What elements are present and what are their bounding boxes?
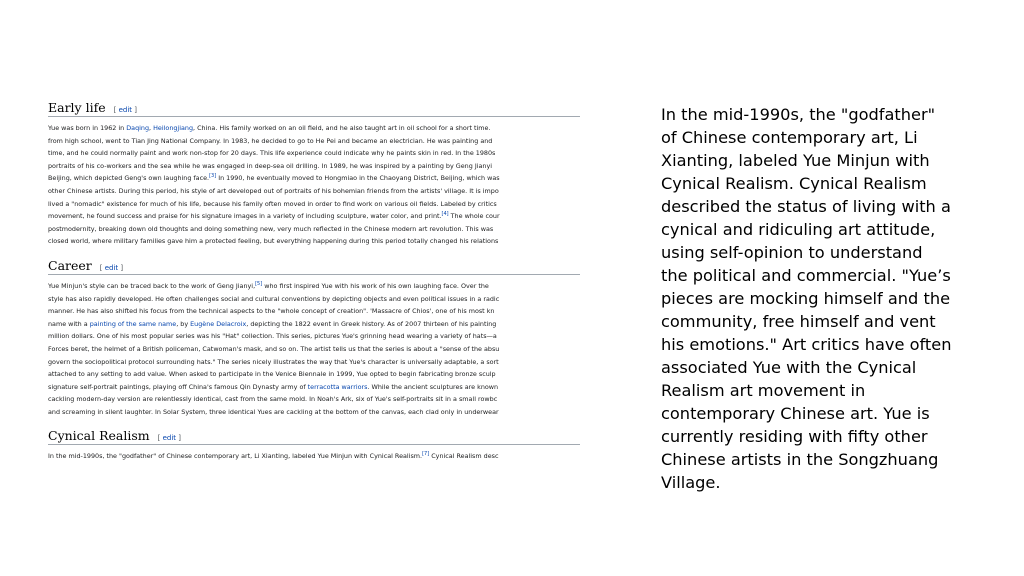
- section-title: Early life: [48, 100, 106, 115]
- paragraph-line: [48, 343, 580, 356]
- slide-text-line: described the status of living with a: [661, 197, 951, 216]
- text-run: In 1990, he eventually moved to Hongmiao in the Chaoyang District, Beijing, which was: [216, 174, 500, 183]
- text-run: , depicting the 1822 event in Greek history. As of 2007 thirteen of his painting: [246, 319, 497, 328]
- section-title: Cynical Realism: [48, 428, 150, 444]
- section-heading: [48, 258, 580, 275]
- slide-text-line: In the mid-1990s, the "godfather": [661, 105, 936, 124]
- paragraph-line: [48, 305, 580, 318]
- section-title: Career: [48, 257, 92, 273]
- slide-text-block: [661, 103, 1001, 494]
- paragraph-line: [48, 210, 580, 223]
- paragraph-line: [48, 280, 580, 293]
- section-heading: [48, 100, 580, 117]
- wiki-link[interactable]: Daqing: [126, 124, 150, 132]
- slide-text-line: currently residing with fifty other: [661, 427, 928, 446]
- text-run: , China. His family worked on an oil field, and he also taught art in oil school for a short time.: [193, 124, 491, 132]
- citation-link[interactable]: [5]: [255, 280, 263, 287]
- slide-text-line: Realism art movement in: [661, 381, 866, 400]
- section-early-life: [48, 100, 580, 248]
- slide-text-line: associated Yue with the Cynical: [661, 358, 917, 377]
- section-heading: [48, 428, 580, 445]
- slide-text-line: the political and commercial. "Yue’s: [661, 266, 951, 285]
- paragraph-line: [48, 172, 580, 185]
- text-run: manner. He has also shifted his focus from the technical aspects to the "whole concept of creation". 'Massacre of Chios', one of his most kn: [48, 307, 495, 316]
- slide-text-line: his emotions." Art critics have often: [661, 335, 952, 354]
- text-run: portraits of his co-workers and the sea while he was engaged in deep-sea oil drilling. In 1989, he was inspired by a painting by Geng Jianyi: [48, 161, 493, 170]
- slide-text-line: of Chinese contemporary art, Li: [661, 128, 918, 147]
- slide-text-line: Xianting, labeled Yue Minjun with: [661, 151, 930, 170]
- slide-text-line: cynical and ridiculing art attitude,: [661, 220, 936, 239]
- text-run: Yue was born in 1962 in: [48, 124, 127, 132]
- edit-link-text[interactable]: edit: [162, 434, 177, 443]
- text-run: style has also rapidly developed. He often challenges social and cultural conventions by depicting objects and even political issues in a radic: [48, 294, 500, 303]
- paragraph-line: [48, 293, 580, 306]
- text-run: Cynical Realism desc: [429, 452, 499, 461]
- text-run: other Chinese artists. During this period, his style of art developed out of portraits of his bohemian friends from the artists' village. It is impo: [48, 186, 499, 195]
- text-run: cackling modern-day version are relentlessly identical, cast from the same mold. In Noah's Ark, six of Yue's self-portraits sit in a small rowbc: [48, 395, 498, 404]
- text-run: Beijing, which depicted Geng's own laughing face.: [48, 174, 210, 183]
- text-run: closed world, where military families gave him a protected feeling, but everything happening during this period totally changed his relations: [48, 237, 499, 246]
- paragraph-line: [48, 198, 580, 211]
- text-run: movement, he found success and praise for his signature images in a variety of including sculpture, water color, and print.: [48, 212, 442, 221]
- text-run: , by: [176, 319, 191, 328]
- slide-text-line: Chinese artists in the Songzhuang: [661, 450, 939, 469]
- wiki-link[interactable]: Heilongjiang: [153, 124, 194, 132]
- slide-text-line: Cynical Realism. Cynical Realism: [661, 174, 927, 193]
- citation-link[interactable]: [7]: [422, 451, 430, 458]
- paragraph-line: [48, 135, 580, 148]
- slide-text-line: pieces are mocking himself and the: [661, 289, 951, 308]
- paragraph-line: [48, 318, 580, 331]
- text-run: lived a "nomadic" existence for much of his life, because his family often moved in order to find work on various oil fields. Labeled by critics: [48, 199, 497, 208]
- text-run: ,: [149, 124, 154, 132]
- text-run: Yue Minjun's style can be traced back to the work of Geng Jianyi,: [48, 281, 256, 290]
- section-cynical-realism: [48, 428, 580, 463]
- wiki-link[interactable]: terracotta warriors: [307, 382, 368, 391]
- citation-link[interactable]: [4]: [441, 211, 449, 218]
- wiki-link[interactable]: Eugène Delacroix: [190, 319, 247, 328]
- text-run: from high school, went to Tian Jing National Company. In 1983, he decided to go to He Pei and became an electrician. He was painting and: [48, 136, 493, 145]
- text-run: postmodernity, breaking down old thoughts and doing something new, very much reflected in the Chinese modern art revolution. This was: [48, 224, 494, 233]
- text-run: Forces beret, the helmet of a British policeman, Catwoman's mask, and so on. The artist tells us that the series is about a "sense of the absu: [48, 344, 500, 353]
- paragraph-line: [48, 330, 580, 343]
- paragraph-line: [48, 381, 580, 394]
- slide-text-line: community, free himself and vent: [661, 312, 936, 331]
- paragraph-line: [48, 235, 580, 248]
- edit-link: [ edit ]: [99, 263, 124, 272]
- paragraph-line: [48, 147, 580, 160]
- text-run: The whole cour: [448, 212, 500, 221]
- slide-text-line: using self-opinion to understand: [661, 243, 923, 262]
- paragraph-line: [48, 223, 580, 236]
- text-run: attached to any setting to add value. When asked to participate in the Venice Biennale in 1999, Yue opted to begin fabricating bronze sculp: [48, 370, 496, 379]
- section-paragraph: [48, 122, 580, 248]
- edit-link: [ edit ]: [113, 106, 137, 114]
- edit-link-text[interactable]: edit: [118, 106, 133, 114]
- text-run: . While the ancient sculptures are known: [367, 382, 499, 391]
- paragraph-line: [48, 160, 580, 173]
- section-career: [48, 258, 580, 419]
- paragraph-line: [48, 406, 580, 419]
- edit-link: [ edit ]: [157, 434, 182, 443]
- text-run: name with a: [48, 319, 90, 328]
- paragraph-line: [48, 393, 580, 406]
- paragraph-line: [48, 185, 580, 198]
- text-run: signature self-portrait paintings, playing off China's famous Qin Dynasty army of: [48, 382, 308, 391]
- citation-link[interactable]: [3]: [209, 173, 217, 180]
- text-run: time, and he could normally paint and work non-stop for 20 days. This life experience could indicate why he paints skin in red. In the 1980s: [48, 149, 496, 158]
- slide-text-line: Village.: [661, 473, 721, 492]
- section-paragraph: [48, 280, 580, 419]
- text-run: In the mid-1990s, the "godfather" of Chinese contemporary art, Li Xianting, labeled Yue Minjun with Cynical Realism.: [48, 452, 423, 461]
- article-screenshot: [48, 96, 580, 486]
- wiki-link[interactable]: painting of the same name: [89, 319, 177, 328]
- text-run: and screaming in silent laughter. In Solar System, three identical Yues are cackling at the bottom of the canvas, each clad only in underwear: [48, 407, 499, 416]
- paragraph-line: [48, 450, 580, 463]
- edit-link-text[interactable]: edit: [104, 263, 119, 272]
- paragraph-line: [48, 356, 580, 369]
- text-run: govern the sociopolitical protocol surrounding hats." The series nicely illustrates the way that Yue's character is universally adaptable, a sort: [48, 357, 499, 366]
- text-run: million dollars. One of his most popular series was his "Hat" collection. This series, pictures Yue's grinning head wearing a variety of hats—a: [48, 332, 497, 341]
- section-paragraph: [48, 450, 580, 463]
- paragraph-line: [48, 368, 580, 381]
- text-run: who first inspired Yue with his work of his own laughing face. Over the: [262, 281, 489, 290]
- slide-text-line: contemporary Chinese art. Yue is: [661, 404, 930, 423]
- paragraph-line: [48, 122, 580, 135]
